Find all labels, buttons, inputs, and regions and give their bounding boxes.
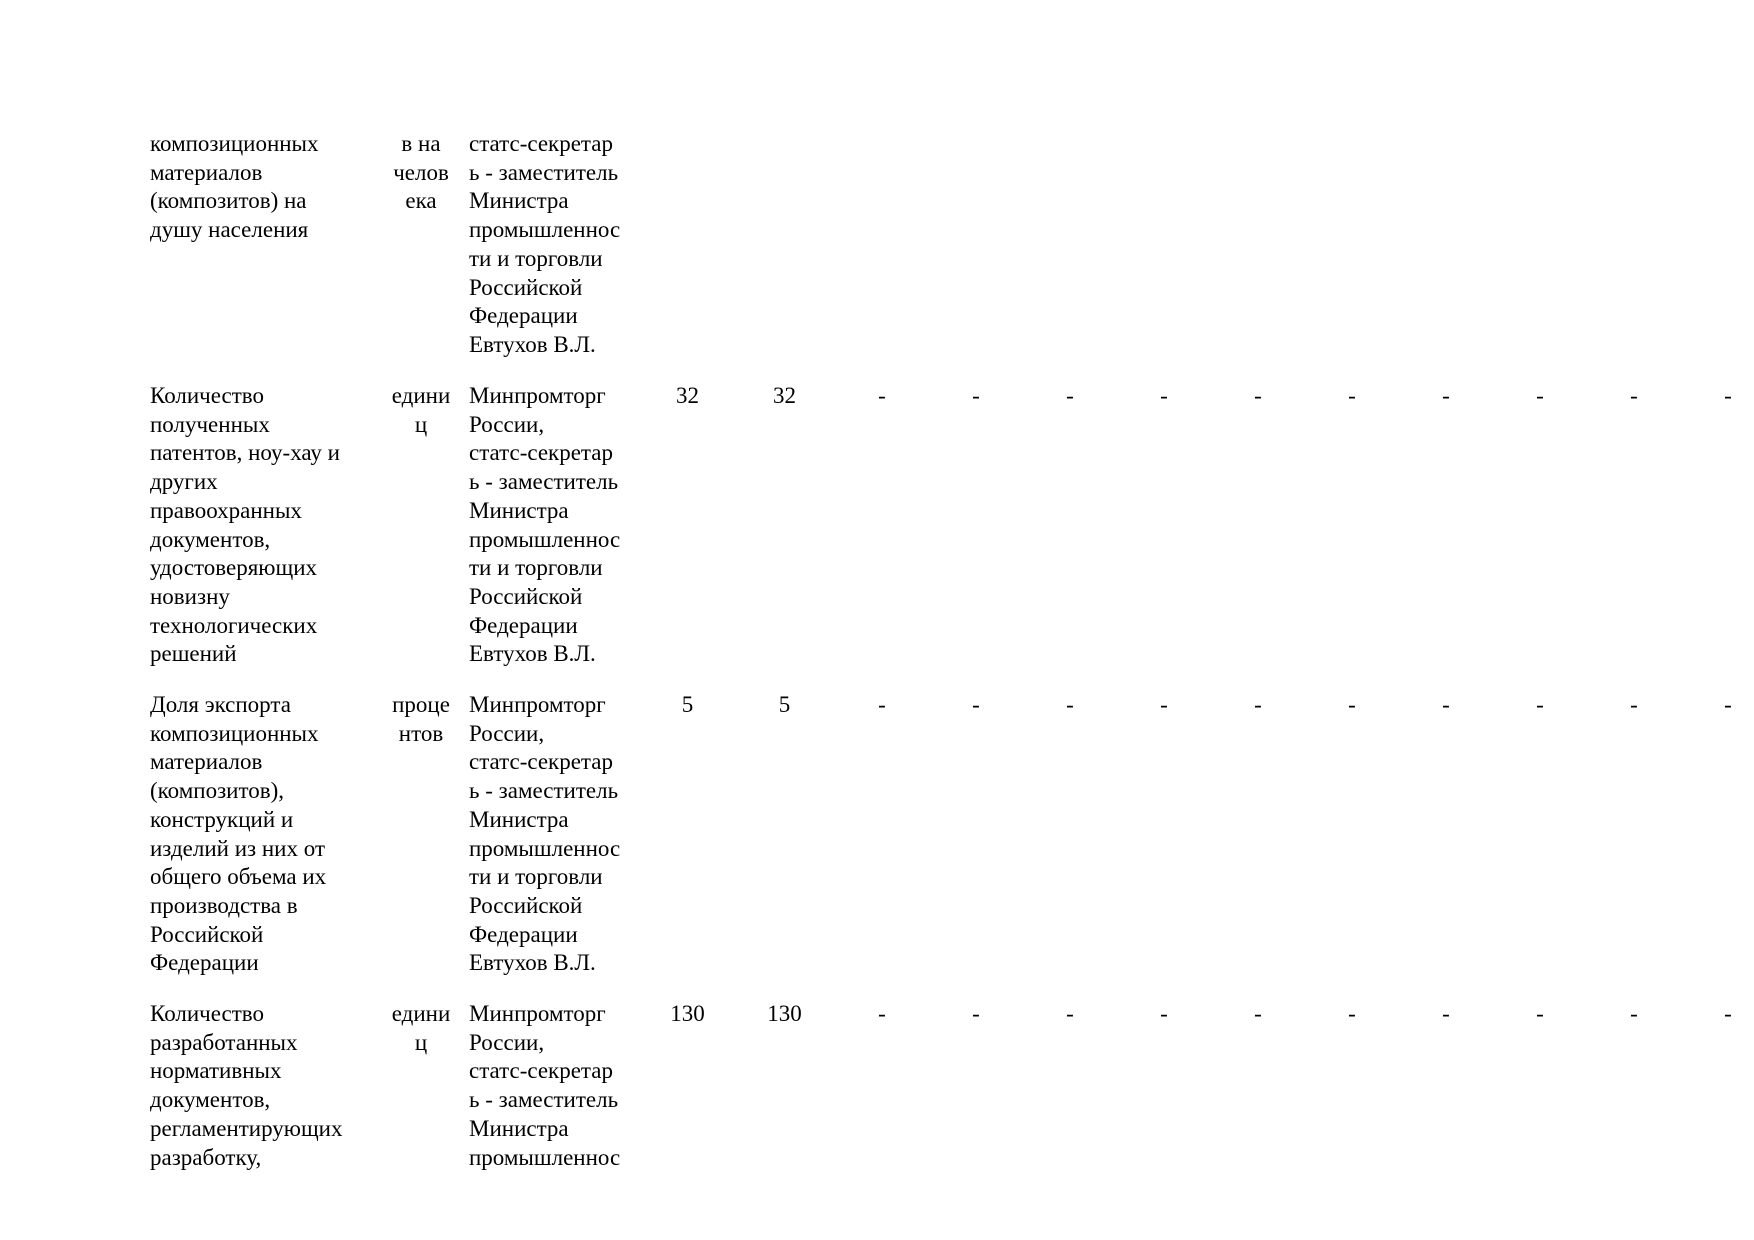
row-3-empty-value-7: - bbox=[1442, 1001, 1450, 1026]
row-3-empty-value-3: - bbox=[1066, 1001, 1074, 1026]
row-3-empty-value-6: - bbox=[1348, 1001, 1356, 1026]
row-2-empty-value-7: - bbox=[1442, 692, 1450, 717]
row-1-responsible: Минпромторг России, статс-секретар ь - заместитель Министра промышленнос ти и торговли Российской Федерации Евтухов В.Л. bbox=[469, 383, 621, 667]
row-2-empty-value-8: - bbox=[1536, 692, 1544, 717]
row-2-empty-value-3: - bbox=[1066, 692, 1074, 717]
row-2-value-2: 5 bbox=[778, 692, 791, 717]
row-2-responsible: Минпромторг России, статс-секретар ь - заместитель Министра промышленнос ти и торговли Российской Федерации Евтухов В.Л. bbox=[469, 692, 621, 976]
row-3-value-2: 130 bbox=[767, 1001, 802, 1026]
row-2-empty-value-4: - bbox=[1160, 692, 1168, 717]
row-1-empty-value-1: - bbox=[878, 383, 886, 408]
row-3-value-1: 130 bbox=[670, 1001, 705, 1026]
row-0-indicator-name: композиционных материалов (композитов) на душу населения bbox=[150, 131, 319, 243]
row-3-empty-value-1: - bbox=[878, 1001, 886, 1026]
row-1-empty-value-8: - bbox=[1536, 383, 1544, 408]
row-2-empty-value-2: - bbox=[972, 692, 980, 717]
row-1-empty-value-3: - bbox=[1066, 383, 1074, 408]
row-1-empty-value-9: - bbox=[1630, 383, 1638, 408]
row-1-empty-value-4: - bbox=[1160, 383, 1168, 408]
row-1-empty-value-7: - bbox=[1442, 383, 1450, 408]
row-2-unit: проце нтов bbox=[392, 692, 450, 746]
row-3-empty-value-9: - bbox=[1630, 1001, 1638, 1026]
row-3-empty-value-5: - bbox=[1254, 1001, 1262, 1026]
row-0-unit: в на челов ека bbox=[393, 131, 449, 214]
row-3-responsible: Минпромторг России, статс-секретар ь - заместитель Министра промышленнос bbox=[469, 1001, 621, 1170]
row-2-value-1: 5 bbox=[681, 692, 694, 717]
row-3-empty-value-10: - bbox=[1724, 1001, 1732, 1026]
row-2-empty-value-9: - bbox=[1630, 692, 1638, 717]
row-1-empty-value-6: - bbox=[1348, 383, 1356, 408]
row-2-empty-value-10: - bbox=[1724, 692, 1732, 717]
row-1-value-2: 32 bbox=[773, 383, 796, 408]
row-2-indicator-name: Доля экспорта композиционных материалов (композитов), конструкций и изделий из них от общего объема их производства в Российской Федерации bbox=[150, 692, 327, 976]
row-2-empty-value-5: - bbox=[1254, 692, 1262, 717]
row-3-empty-value-8: - bbox=[1536, 1001, 1544, 1026]
row-3-indicator-name: Количество разработанных нормативных документов, регламентирующих разработку, bbox=[150, 1001, 343, 1170]
row-3-unit: едини ц bbox=[391, 1001, 451, 1055]
row-1-empty-value-5: - bbox=[1254, 383, 1262, 408]
row-1-value-1: 32 bbox=[676, 383, 699, 408]
row-1-empty-value-2: - bbox=[972, 383, 980, 408]
row-1-indicator-name: Количество полученных патентов, ноу-хау и других правоохранных документов, удостоверяющих новизну технологических решений bbox=[150, 383, 340, 667]
row-2-empty-value-6: - bbox=[1348, 692, 1356, 717]
row-0-responsible: статс-секретар ь - заместитель Министра промышленнос ти и торговли Российской Федерации Евтухов В.Л. bbox=[469, 131, 621, 357]
row-3-empty-value-2: - bbox=[972, 1001, 980, 1026]
row-1-unit: едини ц bbox=[391, 383, 451, 437]
row-3-empty-value-4: - bbox=[1160, 1001, 1168, 1026]
row-2-empty-value-1: - bbox=[878, 692, 886, 717]
row-1-empty-value-10: - bbox=[1724, 383, 1732, 408]
